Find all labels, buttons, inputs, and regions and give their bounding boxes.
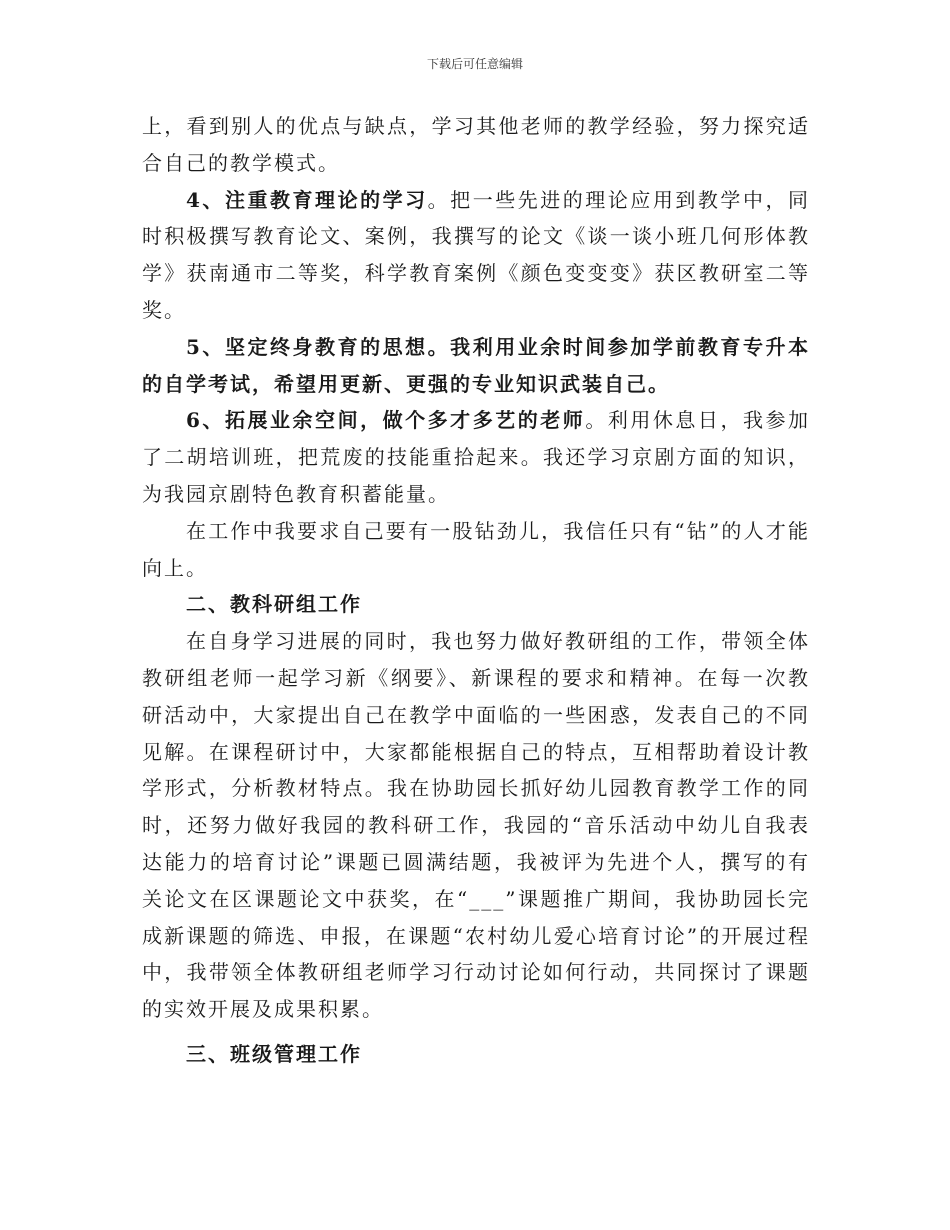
paragraph-spare-time — [142, 402, 810, 512]
paragraph-lifelong-learning: 5、坚定终身教育的思想。我利用业余时间参加学前教育专升本的自学考试，希望用更新、更强的专业知识武装自己。 — [142, 334, 810, 396]
paragraph-lead-bold: 6、拓展业余空间，做个多才多艺的老师 — [186, 408, 586, 433]
paragraph-research-work: 在自身学习进展的同时，我也努力做好教研组的工作，带领全体教研组老师一起学习新《纲要》、新课程的要求和精神。在每一次教研活动中，大家提出自己在教学中面临的一些困惑，发表自己的不同见解。在课程研讨中，大家都能根据自己的特点，互相帮助着设计教学形式，分析教材特点。我在协助园长抓好幼儿园教育教学工作的同时，还努力做好我园的教科研工作，我园的“音乐活动中幼儿自我表达能力的培育讨论”课题已圆满结题，我被评为先进个人，撰写的有关论文在区课题论文中获奖，在“___”课题推广期间，我协助园长完成新课题的筛选、申报，在课题“农村幼儿爱心培育讨论”的开展过程中，我带领全体教研组老师学习行动讨论如何行动，共同探讨了课题的实效开展及成果积累。 — [142, 629, 810, 1022]
section-heading-research: 二、教科研组工作 — [186, 592, 362, 617]
paragraph-text: 。把一些先进的理论应用到教学中，同时积极撰写教育论文、案例，我撰写的论文《谈一谈小班几何形体教学》获南通市二等奖，科学教育案例《颜色变变变》获区教研室二等奖。 — [142, 187, 810, 322]
paragraph-diligence: 在工作中我要求自己要有一股钻劲儿，我信任只有“钻”的人才能向上。 — [142, 518, 810, 580]
document-body — [142, 108, 810, 1073]
page-header-note: 下载后可任意编辑 — [426, 57, 523, 71]
paragraph-continuation: 上，看到别人的优点与缺点，学习其他老师的教学经验，努力探究适合自己的教学模式。 — [142, 114, 810, 175]
paragraph-text: 。利用休息日，我参加了二胡培训班，把荒废的技能重拾起来。我还学习京剧方面的知识，为我园京剧特色教育积蓄能量。 — [142, 408, 811, 506]
section-heading-class-management: 三、班级管理工作 — [186, 1041, 362, 1066]
paragraph-theory-study — [142, 182, 810, 329]
paragraph-lead-bold: 4、注重教育理论的学习 — [186, 187, 428, 212]
